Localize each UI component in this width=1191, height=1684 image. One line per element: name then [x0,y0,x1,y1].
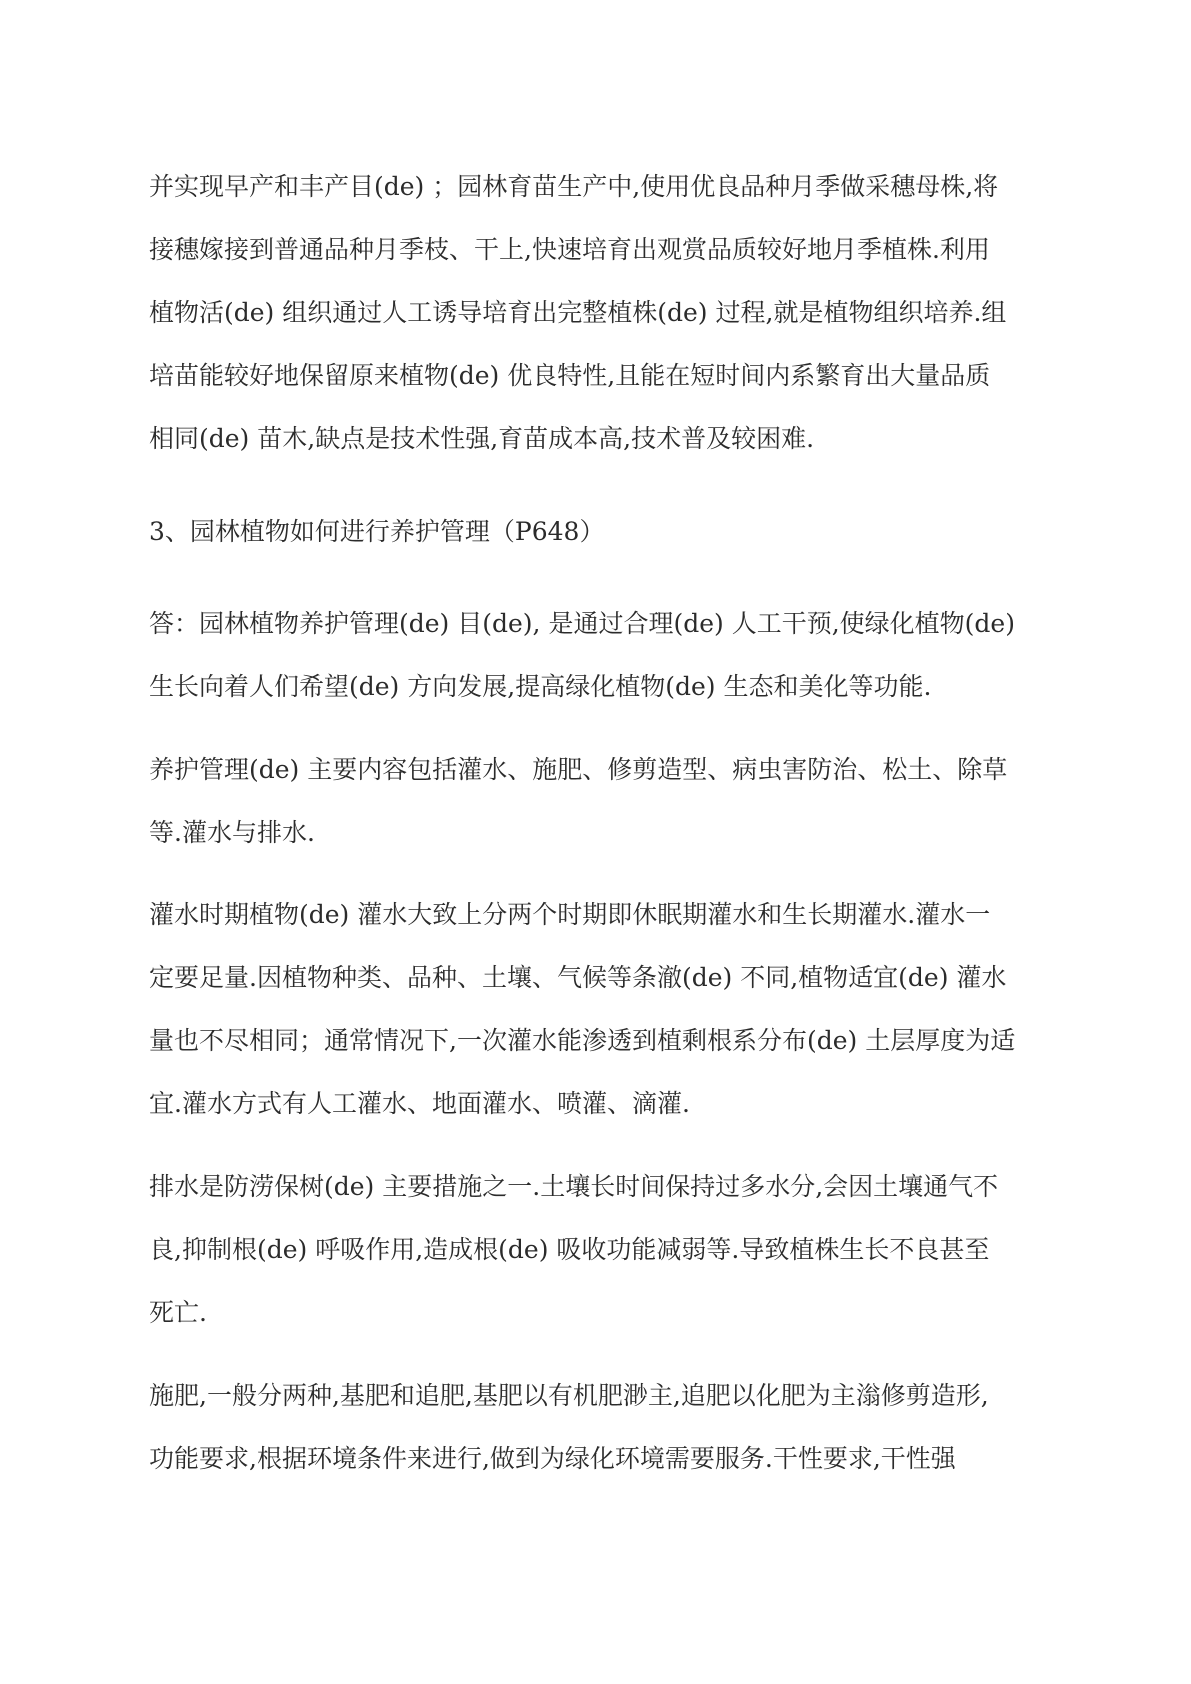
paragraph-line: 植物活(de) 组织通过人工诱导培育出完整植株(de) 过程,就是植物组织培养.组 [149,298,1007,327]
paragraph-line: 死亡. [149,1298,207,1327]
paragraph-line: 灌水时期植物(de) 灌水大致上分两个时期即休眠期灌水和生长期灌水.灌水一 [149,900,991,929]
paragraph-line: 培苗能较好地保留原来植物(de) 优良特性,且能在短时间内系繁育出大量品质 [149,361,991,390]
section-heading: 3、园林植物如何进行养护管理（P648） [149,517,605,546]
paragraph-line: 量也不尽相同；通常情况下,一次灌水能渗透到植剩根系分布(de) 土层厚度为适 [149,1026,1016,1055]
paragraph-line: 功能要求,根据环境条件来进行,做到为绿化环境需要服务.干性要求,干性强 [149,1444,956,1473]
paragraph-line: 答：园林植物养护管理(de) 目(de), 是通过合理(de) 人工干预,使绿化植物(de) [149,609,1015,638]
paragraph-line: 定要足量.因植物种类、品种、土壤、气候等条澈(de) 不同,植物适宜(de) 灌水 [149,963,1007,992]
paragraph-line: 宜.灌水方式有人工灌水、地面灌水、喷灌、滴灌. [149,1089,690,1118]
paragraph-line: 良,抑制根(de) 呼吸作用,造成根(de) 吸收功能减弱等.导致植株生长不良甚至 [149,1235,990,1264]
paragraph-line: 排水是防涝保树(de) 主要措施之一.土壤长时间保持过多水分,会因土壤通气不 [149,1172,999,1201]
paragraph-line: 施肥,一般分两种,基肥和追肥,基肥以有机肥渺主,追肥以化肥为主滃修剪造形, [149,1381,989,1410]
paragraph-line: 并实现早产和丰产目(de) ；园林育苗生产中,使用优良品种月季做采穗母株,将 [149,172,999,201]
paragraph-line: 相同(de) 苗木,缺点是技术性强,育苗成本高,技术普及较困难. [149,424,815,453]
paragraph-line: 生长向着人们希望(de) 方向发展,提高绿化植物(de) 生态和美化等功能. [149,672,932,701]
paragraph-line: 等.灌水与排水. [149,818,315,847]
paragraph-line: 接穗嫁接到普通品种月季枝、干上,快速培育出观赏品质较好地月季植株.利用 [149,235,990,264]
paragraph-line: 养护管理(de) 主要内容包括灌水、施肥、修剪造型、病虫害防治、松土、除草 [149,755,1008,784]
